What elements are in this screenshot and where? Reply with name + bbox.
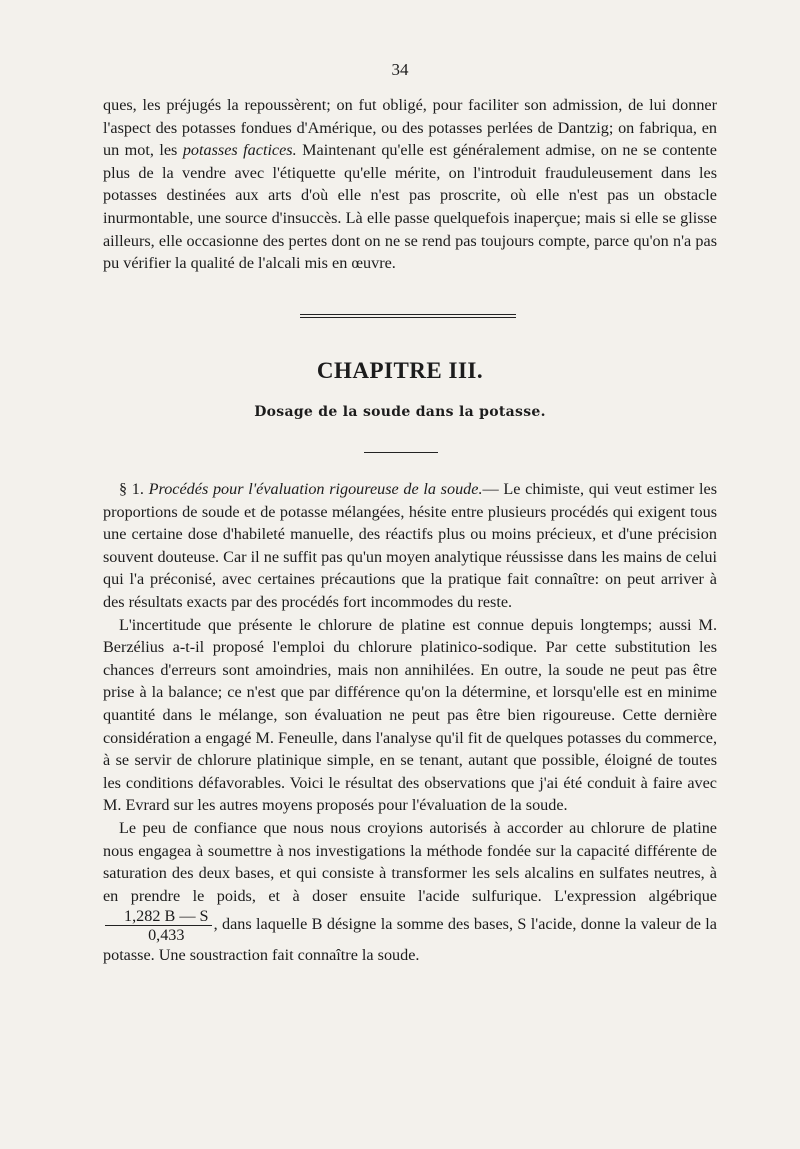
section-divider [300,314,516,318]
intro-text-1: ques, les préjugés la repoussèrent; on fut obligé, pour faciliter son admission, de lui donner l'aspect des potasses fondues d'Amérique, ou des potasses perlées de Dantzig; on fabriqua, en un mot, les [103,96,717,160]
intro-emphasis: potasses factices. [182,141,297,160]
formula-fraction [105,907,212,944]
section-1-paragraph [103,478,717,614]
section-heading: Procédés pour l'évaluation rigoureuse de la soude. [148,480,483,498]
intro-text-2: Maintenant qu'elle est généralement admise, on ne se contente plus de la vendre avec l'étiquette qu'elle mérite, on l'introduit frauduleusement dans les potasses destinées aux arts d'où elle n'est pas proscrite, où elle n'est pas un obstacle inurmontable, une source d'insuccès. Là elle passe quelquefois inaperçue; mais si elle se glisse ailleurs, elle occasionne des pertes dont on ne se rend pas toujours compte, parce qu'on n'a pas pu vérifier la qualité de l'alcali mis en œuvre. [103,141,717,273]
subtitle-divider [364,452,438,453]
paragraph-2: L'incertitude que présente le chlorure de platine est connue depuis longtemps; aussi M. Berzélius a-t-il proposé l'emploi du chlorure platinico-sodique. Par cette substitution les chances d'erreurs sont amoindries, mais non annihilées. En outre, la soude ne peut pas être prise à la balance; ce n'est que par différence qu'on la détermine, et lorsqu'elle est en minime quantité dans le mélange, son évaluation ne peut pas être bien rigoureuse. Cette dernière considération a engagé M. Feneulle, dans l'analyse qu'il fit de quelques potasses du commerce, à se servir de chlorure platinique simple, en se tenant, autant que possible, éloigné de toutes les conditions défavorables. Voici le résultat des observations que j'ai été conduit à faire avec M. Evrard sur les autres moyens proposés pour l'évaluation de la soude. [103,615,717,815]
chapter-subtitle: Dosage de la soude dans la potasse. [254,404,546,420]
paragraph-3-after: , dans laquelle B désigne la somme des bases, S l'acide, donne la valeur de la potasse. Une soustraction fait connaître la soude. [103,915,717,965]
section-marker: § 1. [119,480,149,498]
chapter-body [103,478,717,967]
paragraph-3-before: Le peu de confiance que nous nous croyions autorisés à accorder au chlorure de platine nous engagea à soumettre à nos investigations la méthode fondée sur la capacité différente de saturation des deux bases, et qui consiste à transformer les sels alcalins en sulfates neutres, à en prendre le poids, et à doser ensuite l'acide sulfurique. L'expression algébrique [103,818,717,905]
formula-numerator: 1,282 B — S [105,907,212,926]
page-number: 34 [391,60,409,79]
formula-denominator: 0,433 [148,926,185,945]
chapter-title: CHAPITRE III. [316,358,484,383]
intro-paragraph [103,94,717,275]
paragraph-3 [103,817,717,967]
section-1-text: — Le chimiste, qui veut estimer les proportions de soude et de potasse mélangées, hésite entre plusieurs procédés qui exigent tous une certaine dose d'habileté manuelle, des réactifs plus ou moins précieux, et d'une précision souvent douteuse. Car il ne suffit pas qu'un moyen analytique réussisse dans les mains de celui qui l'a préconisé, avec certaines précautions que la pratique fait connaître: on peut arriver à des résultats exacts par des procédés fort incommodes du reste. [103,480,717,611]
